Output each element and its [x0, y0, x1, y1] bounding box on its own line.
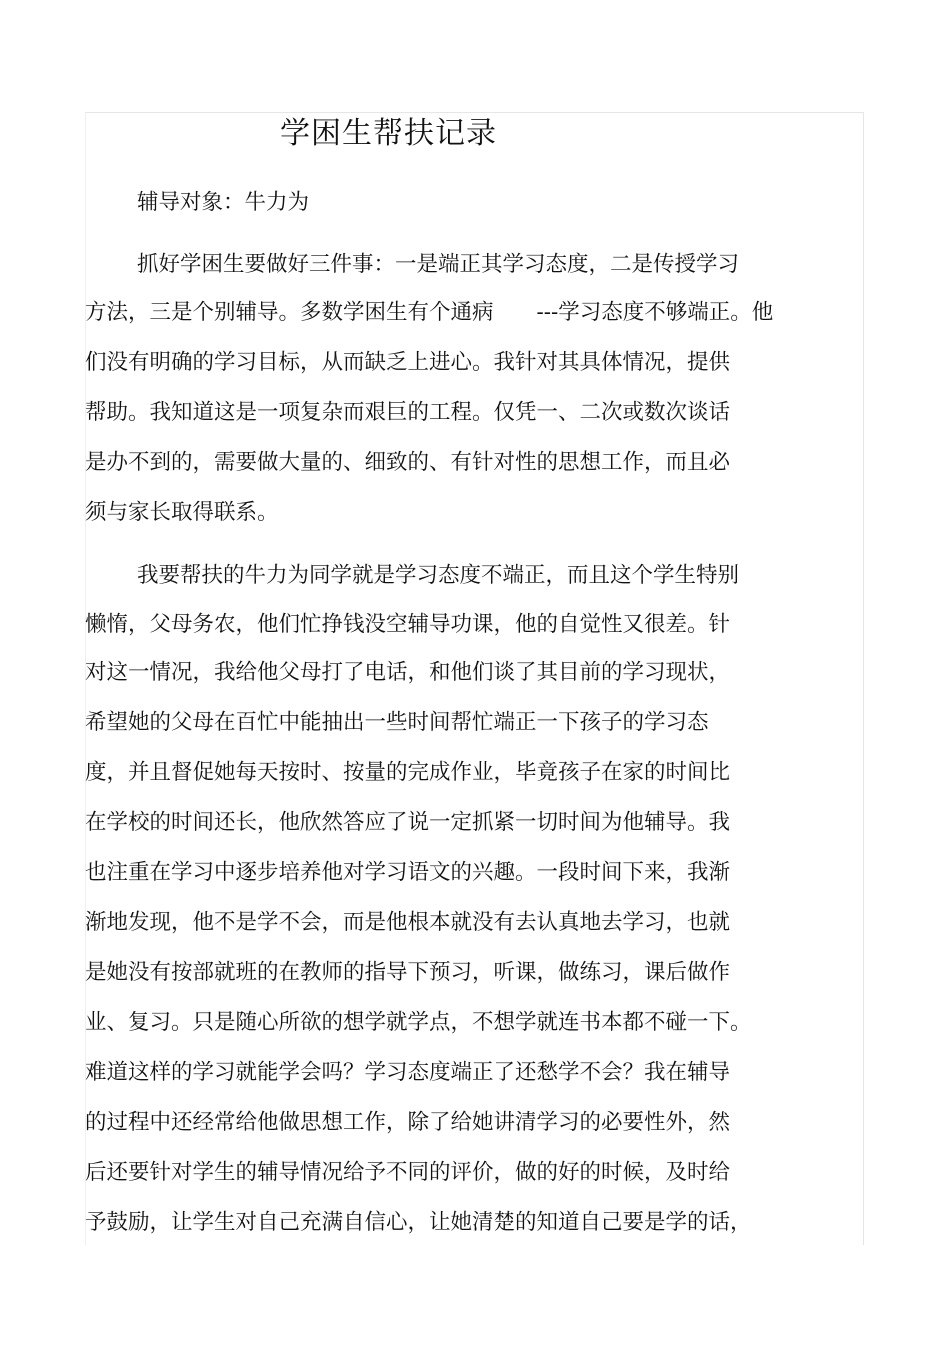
- paragraph-1-line: 抓好学困生要做好三件事：一是端正其学习态度，二是传授学习: [137, 252, 740, 277]
- paragraph-2-line: 希望她的父母在百忙中能抽出一些时间帮忙端正一下孩子的学习态: [85, 710, 709, 735]
- paragraph-2-line: 对这一情况，我给他父母打了电话，和他们谈了其目前的学习现状，: [85, 660, 731, 685]
- paragraph-2-line: 业、复习。只是随心所欲的想学就学点，不想学就连书本都不碰一下。: [85, 1010, 752, 1035]
- paragraph-1-line: 方法，三是个别辅导。多数学困生有个通病 ---学习态度不够端正。他: [85, 300, 774, 325]
- paragraph-2-line: 难道这样的学习就能学会吗？学习态度端正了还愁学不会？我在辅导: [85, 1060, 731, 1085]
- paragraph-2-line: 后还要针对学生的辅导情况给予不同的评价，做的好的时候，及时给: [85, 1160, 731, 1185]
- paragraph-1-line: 们没有明确的学习目标，从而缺乏上进心。我针对其具体情况，提供: [85, 350, 731, 375]
- paragraph-1-line: 须与家长取得联系。: [85, 500, 279, 525]
- paragraph-2-line: 我要帮扶的牛力为同学就是学习态度不端正，而且这个学生特别: [137, 563, 740, 588]
- paragraph-2-line: 懒惰，父母务农，他们忙挣钱没空辅导功课，他的自觉性又很差。针: [85, 612, 731, 637]
- paragraph-2-line: 的过程中还经常给他做思想工作，除了给她讲清学习的必要性外，然: [85, 1110, 731, 1135]
- paragraph-2-line: 予鼓励，让学生对自己充满自信心，让她清楚的知道自己要是学的话，: [85, 1210, 752, 1235]
- document-title: 学困生帮扶记录: [280, 116, 497, 151]
- paragraph-1-line: 是办不到的，需要做大量的、细致的、有针对性的思想工作，而且必: [85, 450, 731, 475]
- paragraph-2-line: 度，并且督促她每天按时、按量的完成作业，毕竟孩子在家的时间比: [85, 760, 731, 785]
- paragraph-2-line: 渐地发现，他不是学不会，而是他根本就没有去认真地去学习，也就: [85, 910, 731, 935]
- paragraph-1-line: 帮助。我知道这是一项复杂而艰巨的工程。仅凭一、二次或数次谈话: [85, 400, 731, 425]
- subject-line: 辅导对象：牛力为: [137, 190, 310, 215]
- paragraph-2-line: 是她没有按部就班的在教师的指导下预习，听课，做练习，课后做作: [85, 960, 731, 985]
- paragraph-2-line: 在学校的时间还长，他欣然答应了说一定抓紧一切时间为他辅导。我: [85, 810, 731, 835]
- paragraph-2-line: 也注重在学习中逐步培养他对学习语文的兴趣。一段时间下来，我渐: [85, 860, 731, 885]
